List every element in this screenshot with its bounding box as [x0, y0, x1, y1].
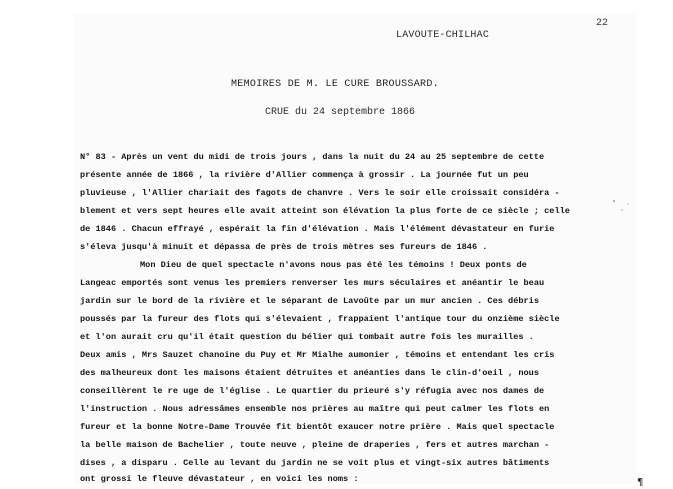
body-line: jardin sur le bord de la rivière et le séparant de Lavoûte par un mur ancien . Ces débris — [80, 296, 539, 306]
body-line: de 1846 . Chacun effrayé , espérait la fin d'élévation . Mais l'élément dévastateur en furie — [80, 224, 555, 234]
body-line: la belle maison de Bachelier , toute neuve , pleine de draperies , fers et autres marchan - — [80, 440, 550, 450]
document-title: MEMOIRES DE M. LE CURE BROUSSARD. — [231, 79, 439, 90]
body-line: s'éleva jusqu'à minuit et dépassa de près de trois mètres ses fureurs de 1846 . — [80, 242, 488, 252]
body-line: pluvieuse , l'Allier chariait des fagots de chanvre . Vers le soir elle croissait considéra - — [80, 188, 560, 198]
body-line: présente année de 1866 , la rivière d'Allier commença à grossir . La journée fut un peu — [80, 170, 529, 180]
body-line: dises , a disparu . Celle au levant du jardin ne se voit plus et vingt-six autres bâtiments — [80, 458, 550, 468]
page-number: 22 — [596, 18, 609, 29]
scan-speckle — [610, 196, 634, 220]
place-heading: LAVOUTE-CHILHAC — [396, 30, 490, 41]
paragraph-mark: ¶ — [637, 477, 644, 488]
document-subtitle: CRUE du 24 septembre 1866 — [265, 107, 416, 118]
body-line: Deux amis , Mrs Sauzet chanoine du Puy et Mr Mialhe aumonier , témoins et entendant les cris — [80, 350, 555, 360]
body-line: poussés par la fureur des flots qui s'élevaient , frappaient l'antique tour du onzième siècle — [80, 314, 560, 324]
body-line: fureur et la bonne Notre-Dame Trouvée fit bientôt exaucer notre prière . Mais quel spectacle — [80, 422, 555, 432]
body-line: conseillèrent le re uge de l'église . Le quartier du prieuré s'y réfugia avec nos dames de — [80, 386, 545, 396]
body-line: l'instruction . Nous adressâmes ensemble nos prières au maître qui peut calmer les flots en — [80, 404, 550, 414]
body-line: et l'on aurait cru qu'il était question du bélier qui tombait autre fois les murailles . — [80, 332, 534, 342]
body-line: des malheureux dont les maisons étaient détruites et anéanties dans le clin-d'oeil , nous — [80, 368, 539, 378]
body-line: Langeac emportés sont venus les premiers renverser les murs séculaires et anéantir le beau — [80, 278, 545, 288]
body-line: ont grossi le fleuve dévastateur , en voici les noms : — [80, 474, 359, 484]
body-line: blement et vers sept heures elle avait atteint son élévation la plus forte de ce siècle ; celle — [80, 206, 570, 216]
body-line: N° 83 - Après un vent du midi de trois jours , dans la nuit du 24 au 25 septembre de cette — [80, 152, 545, 162]
body-line: Mon Dieu de quel spectacle n'avons nous pas été les témoins ! Deux ponts de — [140, 260, 527, 270]
